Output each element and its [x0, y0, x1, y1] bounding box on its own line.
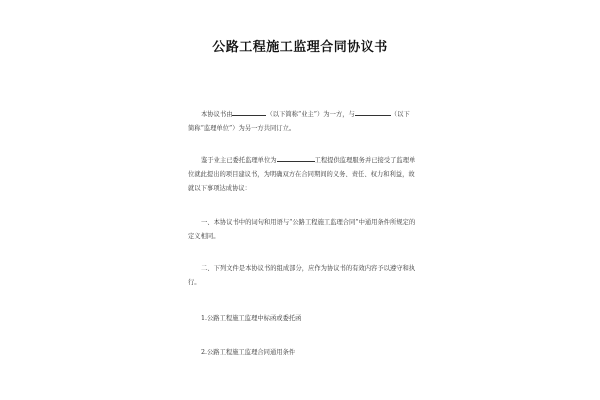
- paragraph-line: 简称“监理单位”）为另一方共同订立。: [188, 125, 296, 132]
- paragraph-line: 行。: [188, 279, 201, 286]
- paragraph-line: 就以下事项达成协议：: [188, 185, 251, 192]
- fill-in-blank-employer: [232, 108, 266, 116]
- list-item-text: 2.公路工程施工监理合同通用条件: [201, 349, 296, 356]
- paragraph-parties: [188, 108, 414, 136]
- text-segment: 鉴于业主已委托监理单位为: [201, 157, 277, 164]
- paragraph-line: [188, 108, 414, 122]
- text-segment: （以下简称“业主”）为一方，与: [266, 111, 355, 118]
- text-segment: （以下: [390, 111, 410, 118]
- text-segment: 本协议书由: [201, 111, 233, 118]
- list-item-text: 1.公路工程施工监理中标函或委托函: [201, 315, 302, 322]
- list-item: [188, 312, 414, 326]
- paragraph-line: 二、下列文件是本协议书的组成部分，应作为协议书的有效内容予以遵守和执: [201, 265, 416, 272]
- text-segment: 工程提供监理服务并已接受了监理单: [314, 157, 416, 164]
- paragraph-line: 位就此提出的项目建议书，为明确双方在合同期间的义务、责任、权力和利益，故: [188, 171, 415, 178]
- paragraph-clause-2: [188, 262, 414, 290]
- paragraph-whereas: [188, 154, 414, 196]
- fill-in-blank-project: [277, 154, 315, 162]
- document-title: 公路工程施工监理合同协议书: [212, 40, 388, 55]
- fill-in-blank-supervisor: [355, 108, 391, 116]
- paragraph-line: 定义相同。: [188, 233, 220, 240]
- paragraph-line: 一、本协议书中的词句和用语与“公路工程施工监理合同”中通用条件所规定的: [201, 219, 416, 226]
- paragraph-clause-1: [188, 216, 414, 244]
- list-item: [188, 346, 414, 360]
- paragraph-line: [188, 154, 414, 168]
